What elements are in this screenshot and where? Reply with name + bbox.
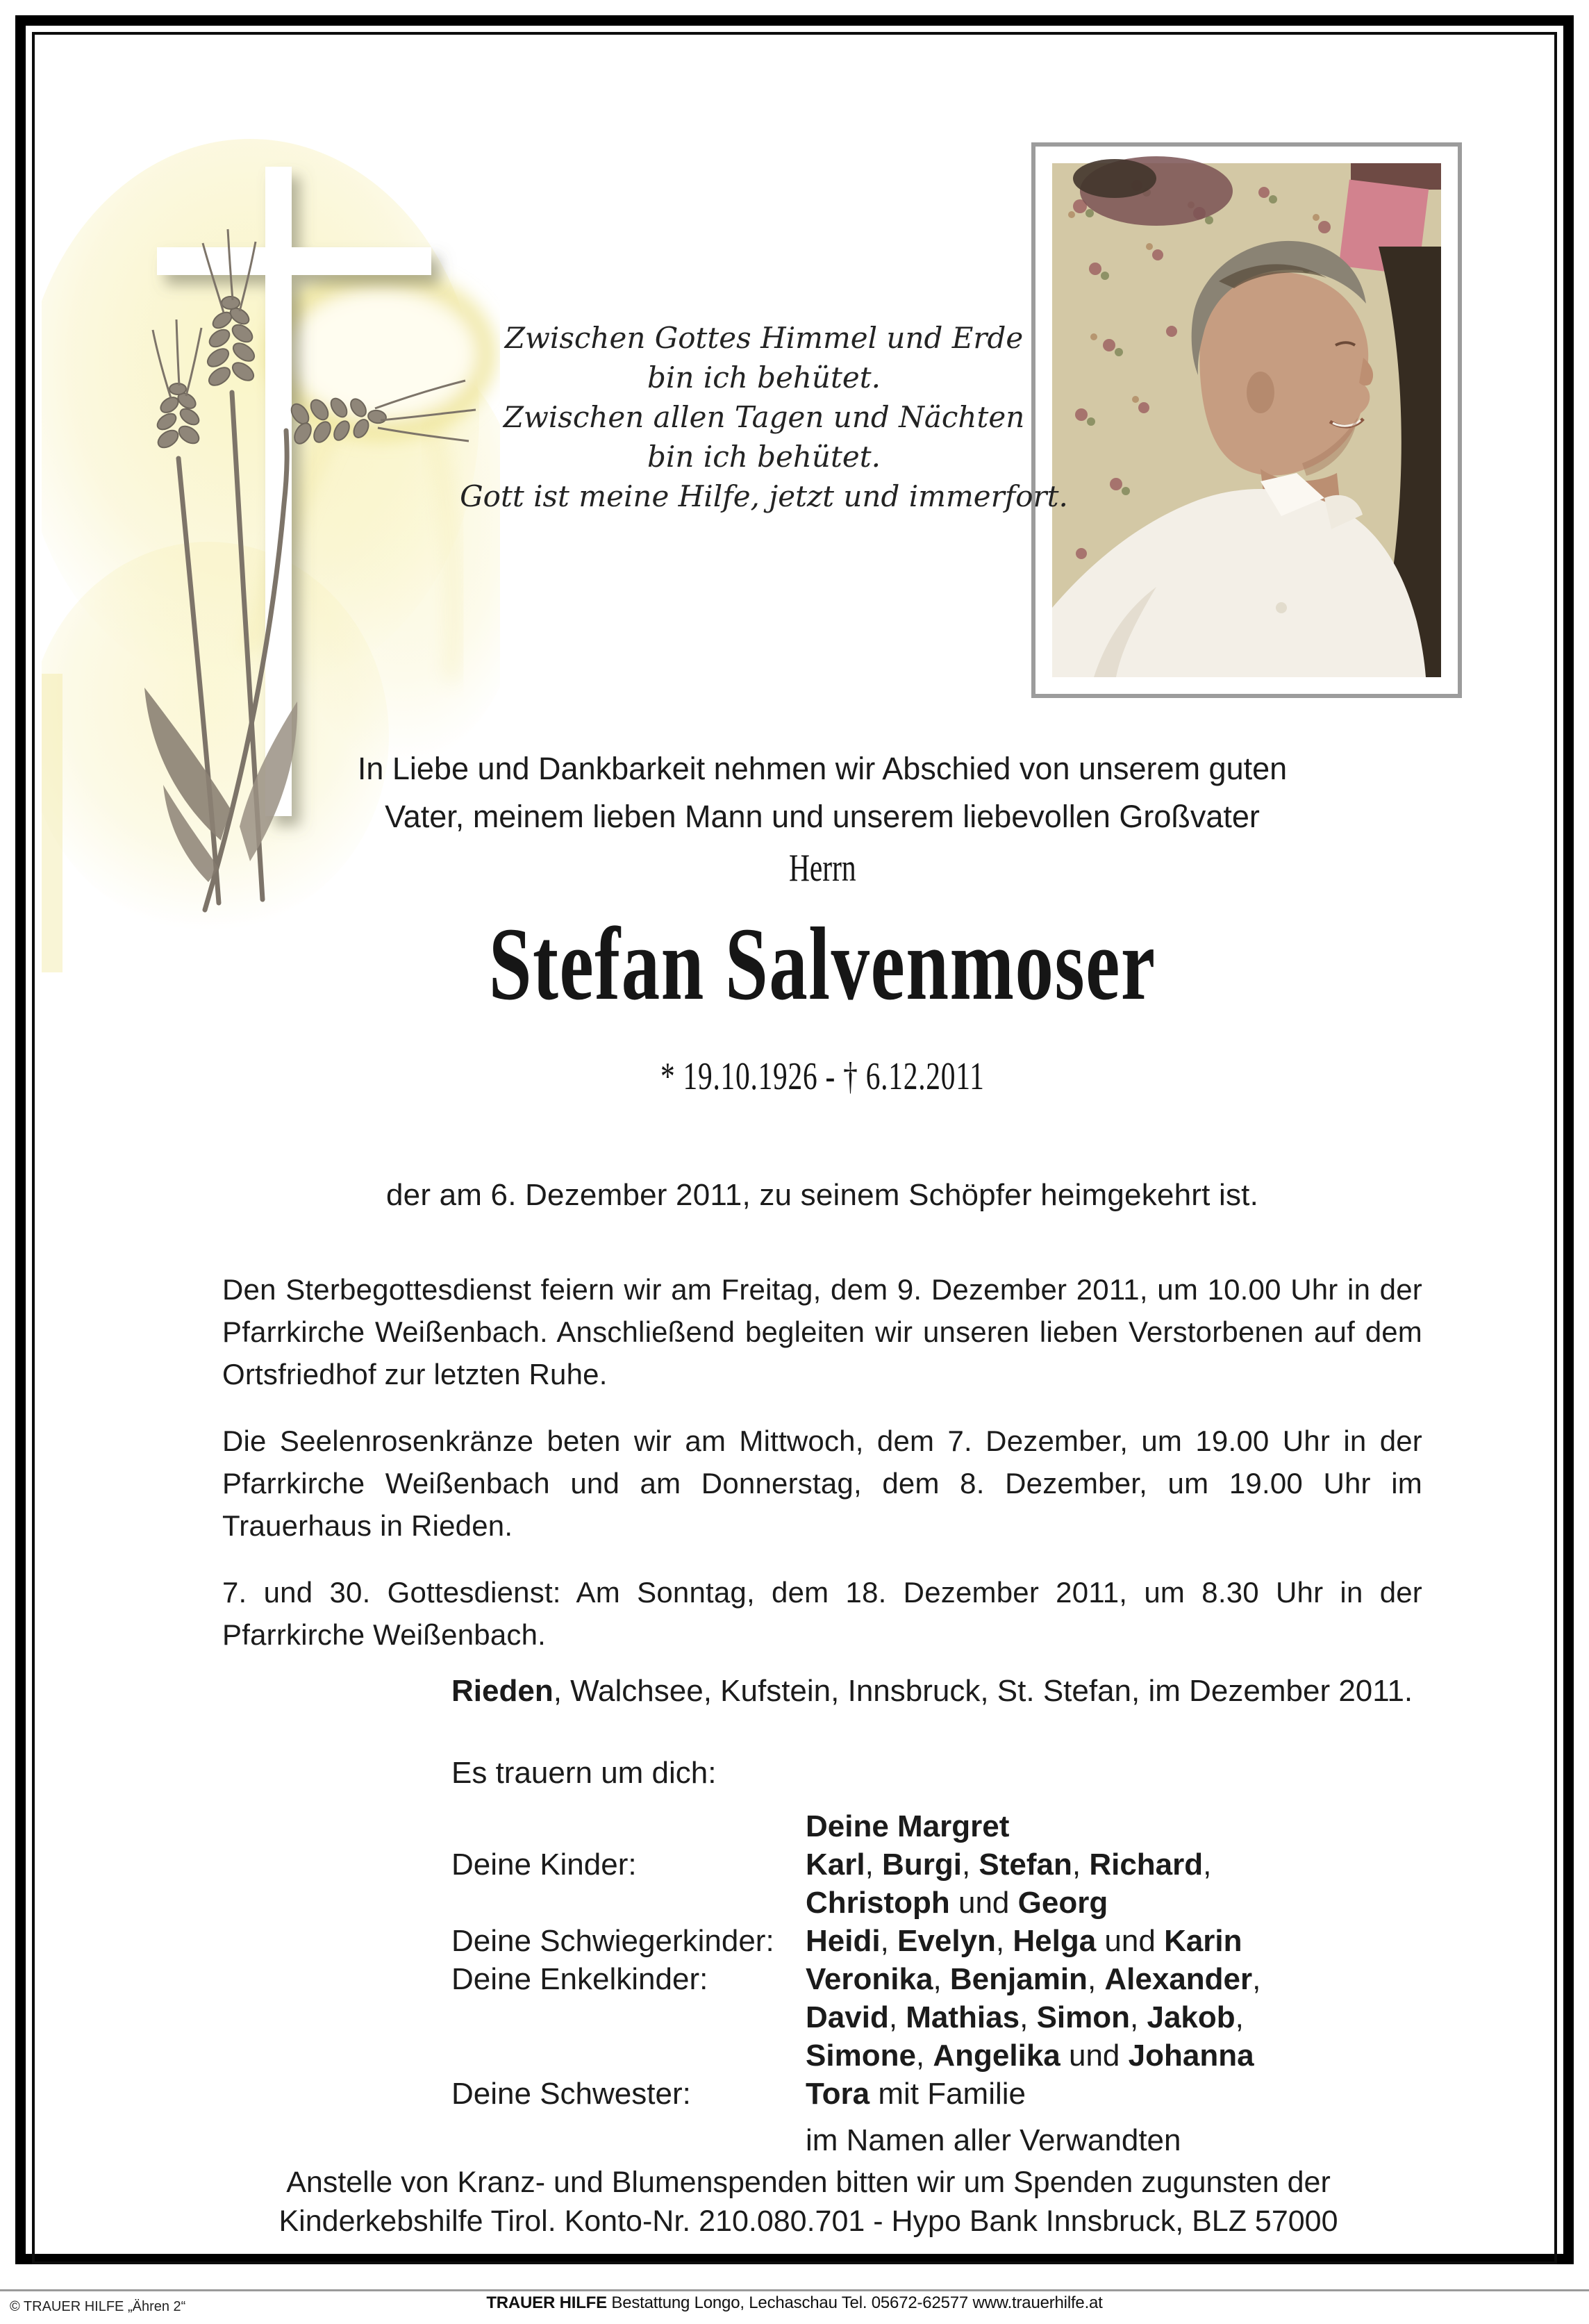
mourner-label [451,1884,806,1922]
poem-line: Gott ist meine Hilfe, jetzt und immerfort. [460,479,1068,513]
poem-line: Zwischen Gottes Himmel und Erde [504,321,1024,355]
salutation [222,846,1422,890]
life-dates [222,1054,1422,1099]
mourner-label [451,2036,806,2075]
mourner-label [451,1998,806,2036]
mourner-label: Deine Schwiegerkinder: [451,1924,774,1958]
donation-note [174,2163,1443,2241]
donation-line: Kinderkebshilfe Tirol. Konto-Nr. 210.080.701 - Hypo Bank Innsbruck, BLZ 57000 [278,2205,1338,2238]
card-content [35,35,1554,2266]
deceased-name-text: Stefan Salvenmoser [488,906,1156,1022]
homecoming-line: der am 6. Dezember 2011, zu seinem Schöpfer heimgekehrt ist. [385,1178,1258,1212]
mourner-names: Karl, Burgi, Stefan, Richard, [806,1848,1212,1882]
mourner-names: Deine Margret [806,1809,1010,1843]
mourner-label [451,2121,806,2159]
mourner-label: Deine Kinder: [451,1848,637,1882]
mourning-intro: Es trauern um dich: [451,1756,717,1790]
place-date-line: Rieden, Walchsee, Kufstein, Innsbruck, St. Stefan, im Dezember 2011. [451,1674,1413,1708]
service-paragraph: Den Sterbegottesdienst feiern wir am Freitag, dem 9. Dezember 2011, um 10.00 Uhr in der Pfarrkirche Weißenbach. Anschließend begleiten wir unseren lieben Verstorbenen auf dem Ortsfriedhof zur letzten Ruhe. [222,1273,1422,1391]
intro-line: In Liebe und Dankbarkeit nehmen wir Abschied von unserem guten [357,751,1288,786]
deceased-name [222,904,1422,1024]
funeral-home-line: TRAUER HILFE Bestattung Longo, Lechaschau Tel. 05672-62577 www.trauerhilfe.at [486,2293,1103,2312]
intro-line: Vater, meinem lieben Mann und unserem liebevollen Großvater [385,799,1260,834]
memorial-service-paragraph: 7. und 30. Gottesdienst: Am Sonntag, dem 18. Dezember 2011, um 8.30 Uhr in der Pfarrkirche Weißenbach. [222,1576,1422,1651]
rosary-paragraph: Die Seelenrosenkränze beten wir am Mittwoch, dem 7. Dezember, um 19.00 Uhr in der Pfarrkirche Weißenbach und am Donnerstag, dem 8. Dezember, um 19.00 Uhr im Trauerhaus in Rieden. [222,1425,1422,1542]
mourner-label: Deine Schwester: [451,2077,691,2111]
mourner-names: Simone, Angelika und Johanna [806,2039,1254,2073]
mourner-names: im Namen aller Verwandten [806,2123,1181,2157]
mourners-list [451,1807,1471,2159]
artwork-copyright: © TRAUER HILFE „Ähren 2“ [10,2299,186,2314]
mourner-names: David, Mathias, Simon, Jakob, [806,2000,1244,2034]
mourner-names: Tora mit Familie [806,2077,1026,2111]
scan-edge-line [0,2289,1589,2291]
mourner-names: Veronika, Benjamin, Alexander, [806,1962,1261,1996]
mourner-names: Christoph und Georg [806,1886,1108,1920]
mourner-names: Heidi, Evelyn, Helga und Karin [806,1924,1242,1958]
salutation-text: Herrn [788,847,856,890]
poem-line: Zwischen allen Tagen und Nächten [503,400,1025,434]
intro-text [222,745,1422,840]
poem-line: bin ich behütet. [647,440,881,474]
mourner-label: Deine Enkelkinder: [451,1962,708,1996]
life-dates-text: * 19.10.1926 - † 6.12.2011 [660,1055,985,1098]
donation-line: Anstelle von Kranz- und Blumenspenden bitten wir um Spenden zugunsten der [286,2166,1331,2199]
poem-line: bin ich behütet. [647,360,881,395]
mourner-label [451,1807,806,1845]
poem [396,318,1132,516]
